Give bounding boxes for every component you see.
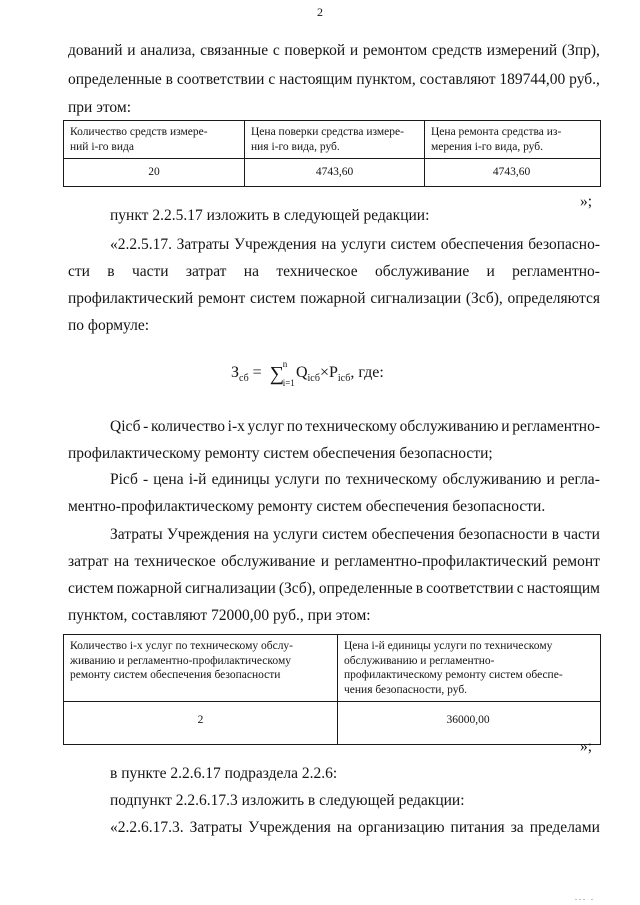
header-line: чения безопасности, руб. <box>344 683 468 696</box>
header-line: живанию и регламентно-профилактическому <box>70 654 291 667</box>
paragraph-line: при этом: <box>68 99 132 116</box>
footer-marks: ... . <box>575 893 595 902</box>
formula-p-sub: iсб <box>337 373 351 385</box>
close-quote-mark: »; <box>580 193 593 210</box>
header-line: Цена i-й единицы услуги по техническому <box>344 640 553 652</box>
instruction-line: в пункте 2.2.6.17 подраздела 2.2.6: <box>110 765 338 782</box>
header-line: ремонту систем обеспечения безопасности <box>70 669 281 681</box>
definition-line: профилактическому ремонту систем обеспечения безопасности; <box>68 445 493 462</box>
page-number: 2 <box>317 5 323 19</box>
formula-lhs: З <box>231 364 240 381</box>
table-cell: 2 <box>64 702 338 744</box>
paragraph-line: по формуле: <box>68 317 150 334</box>
paragraph-line: определенные в соответствии с настоящим пунктом, составляют 189744,00 руб., <box>68 71 600 88</box>
header-line: обслуживанию и регламентно- <box>344 654 495 667</box>
table-header-row <box>64 121 600 158</box>
header-line: мерения i-го вида, руб. <box>431 140 544 153</box>
header-line: Цена ремонта средства из- <box>431 126 562 138</box>
formula-equals: = <box>248 364 266 381</box>
header-line: Количество i-х услуг по техническому обслу- <box>70 640 294 652</box>
paragraph-line: «2.2.5.17. Затраты Учреждения на услуги систем обеспечения безопасно- <box>110 236 600 253</box>
paragraph-line: пунктом, составляют 72000,00 руб., при этом: <box>68 607 371 624</box>
formula-q-sub: iсб <box>307 373 320 385</box>
paragraph-line: сти в части затрат на техническое обслуживание и регламентно- <box>68 263 600 280</box>
close-quote-mark: »; <box>580 738 593 755</box>
table-header-cell <box>245 121 425 158</box>
formula-p: P <box>329 364 338 381</box>
definition-line: Qiсб - количество i-х услуг по техническому обслуживанию и регламентно- <box>110 418 600 435</box>
paragraph-line: дований и анализа, связанные с поверкой и ремонтом средств измерений (Зпр), <box>68 42 600 59</box>
table-header-cell <box>64 121 245 158</box>
table-cell: 4743,60 <box>245 159 425 186</box>
paragraph-line: систем пожарной сигнализации (Зсб), определенные в соответствии с настоящим <box>68 580 600 597</box>
instruction-line: подпункт 2.2.6.17.3 изложить в следующей редакции: <box>110 792 465 809</box>
table-header-row <box>64 635 600 701</box>
sum-sigma: ∑ <box>269 363 284 385</box>
sum-lower-limit: i=1 <box>282 378 295 388</box>
header-line: ний i-го вида <box>70 140 134 153</box>
table-security-services <box>63 634 601 745</box>
definition-line: ментно-профилактическому ремонту систем обеспечения безопасности. <box>68 498 546 515</box>
paragraph-line: Затраты Учреждения на услуги систем обеспечения безопасности в части <box>110 526 600 543</box>
formula <box>231 359 384 389</box>
table-header-cell <box>338 635 598 701</box>
sum-upper-limit: n <box>282 359 288 369</box>
table-row <box>64 158 600 186</box>
instruction-line: пункт 2.2.5.17 изложить в следующей редакции: <box>110 207 430 224</box>
formula-tail: , где: <box>350 364 384 381</box>
header-line: профилактическому ремонту систем обеспе- <box>344 669 563 681</box>
sum-symbol <box>269 359 295 388</box>
table-cell: 4743,60 <box>492 166 531 178</box>
paragraph-line: «2.2.6.17.3. Затраты Учреждения на организацию питания за пределами <box>110 819 600 836</box>
header-line: ния i-го вида, руб. <box>251 140 340 153</box>
table-header-cell <box>64 635 338 701</box>
paragraph-line: затрат на техническое обслуживание и регламентно-профилактический ремонт <box>68 553 600 570</box>
definition-line: Piсб - цена i-й единицы услуги по техническому обслуживанию и регла- <box>110 471 600 488</box>
paragraph-line: профилактический ремонт систем пожарной сигнализации (Зсб), определяются <box>68 290 600 307</box>
formula-q: Q <box>295 364 308 381</box>
table-cell: 20 <box>64 159 245 186</box>
table-instruments <box>63 120 601 187</box>
header-line: Количество средств измере- <box>70 126 208 138</box>
header-line: Цена поверки средства измере- <box>251 126 404 138</box>
formula-lhs-sub: сб <box>239 373 249 385</box>
table-cell: 36000,00 <box>446 714 490 726</box>
table-header-cell <box>425 121 598 158</box>
formula-times: × <box>319 364 329 381</box>
table-row <box>64 701 600 744</box>
